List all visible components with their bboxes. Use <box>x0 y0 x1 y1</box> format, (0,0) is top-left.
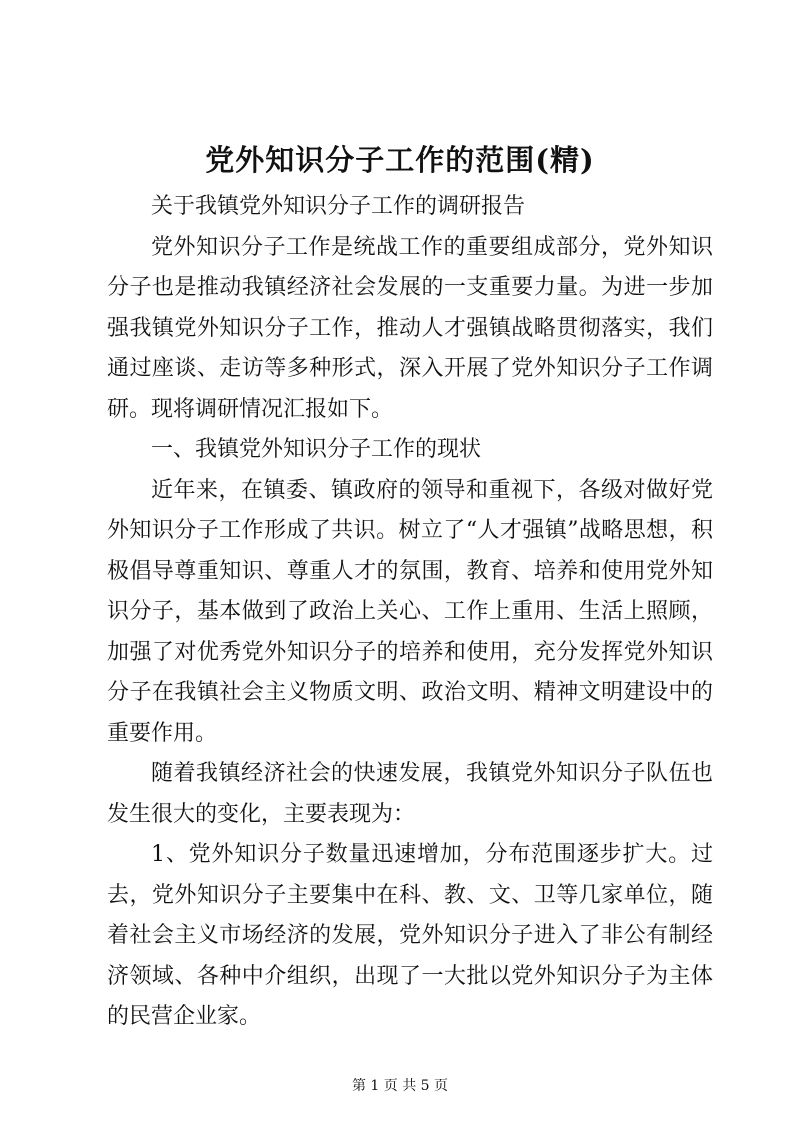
report-heading: 关于我镇党外知识分子工作的调研报告 <box>151 194 526 219</box>
section-heading: 一、我镇党外知识分子工作的现状 <box>151 437 482 462</box>
document-body <box>107 187 713 1038</box>
changes-paragraph: 随着我镇经济社会的快速发展，我镇党外知识分子队伍也发生很大的变化，主要表现为： <box>107 761 713 827</box>
point-one-paragraph: 1、党外知识分子数量迅速增加，分布范围逐步扩大。过去，党外知识分子主要集中在科、教、文、卫等几家单位，随着社会主义市场经济的发展，党外知识分子进入了非公有制经济领域、各种中介组织，出现了一大批以党外知识分子为主体的民营企业家。 <box>107 842 713 1029</box>
document-title: 党外知识分子工作的范围(精) <box>205 143 595 177</box>
page-number: 第 1 页 共 5 页 <box>351 1078 449 1094</box>
status-paragraph: 近年来，在镇委、镇政府的领导和重视下，各级对做好党外知识分子工作形成了共识。树立了“人才强镇”战略思想，积极倡导尊重知识、尊重人才的氛围，教育、培养和使用党外知识分子，基本做到了政治上关心、工作上重用、生活上照顾，加强了对优秀党外知识分子的培养和使用，充分发挥党外知识分子在我镇社会主义物质文明、政治文明、精神文明建设中的重要作用。 <box>107 477 713 746</box>
intro-paragraph: 党外知识分子工作是统战工作的重要组成部分，党外知识分子也是推动我镇经济社会发展的一支重要力量。为进一步加强我镇党外知识分子工作，推动人才强镇战略贯彻落实，我们通过座谈、走访等多种形式，深入开展了党外知识分子工作调研。现将调研情况汇报如下。 <box>107 234 713 422</box>
